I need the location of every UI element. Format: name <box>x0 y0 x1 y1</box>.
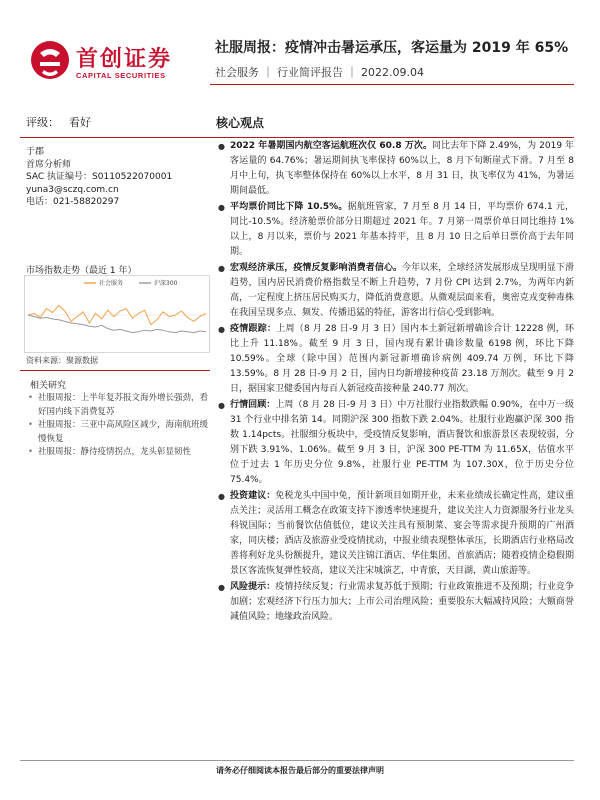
analyst-name: 于郡 <box>26 147 45 157</box>
brand-name-en: CAPITAL SECURITIES <box>76 71 166 80</box>
chart-source: 资料来源：聚源数据 <box>26 356 98 365</box>
rating-label: 评级： <box>26 116 59 129</box>
core-views <box>218 139 574 626</box>
view-paragraph: ● 投资建议：免税龙头中国中免，预计新项目如期开业，未来业绩成长确定性高，建议重点关注；灵活用工概念在政策支持下渗透率快速提升，建议关注人力资源服务行业龙头科锐国际；当前餐饮估值低位，建议关注具有预制菜、宴会等需求提升预期的广州酒家，同庆楼；酒店及旅游业受疫情扰动，中报业绩表现整体承压，长期酒店行业格局改善将利好龙头份额提升，建议关注锦江酒店、华住集团、首旅酒店；随着疫情企稳假期景区客流恢复弹性较高，建议关注宋城演艺，中青旅，天目湖，黄山旅游等。 <box>218 489 574 579</box>
chart-title: 市场指数走势（最近 1 年） <box>26 266 137 276</box>
section-divider <box>20 137 574 138</box>
brand-name-cn: 首创证券 <box>76 47 173 72</box>
related-item[interactable]: • 社服周报：静待疫情拐点，龙头彰显韧性 <box>28 447 192 457</box>
report-title: 社服周报：疫情冲击暑运承压，客运量为 2019 年 65% <box>215 40 569 56</box>
related-research-heading: 相关研究 <box>30 381 67 391</box>
analyst-phone: 电话：021-58820297 <box>26 197 120 207</box>
rating-value: 看好 <box>69 116 91 129</box>
report-subtitle: 社会服务 ｜ 行业简评报告 ｜ 2022.09.04 <box>215 66 424 79</box>
related-item[interactable]: • 社服周报：三亚中高风险区减少，海南航班缓慢恢复 <box>28 420 209 444</box>
index-trend-chart <box>24 275 210 353</box>
footer-divider <box>20 760 574 761</box>
view-paragraph: ● 行情回顾：上周（8 月 28 日-9 月 3 日）中万社服行业指数跌幅 0.90%，在中万一级 31 个行业中排名第 14。同期沪深 300 指数下跌 2.04%。社服行业跑赢沪深 300 指数 1.14pcts。社服细分板块中，受疫情反复影响，酒店餐饮和旅游景区表现较弱，分别下跌 3.91%、1.06%。截至 9 月 3 日，沪深 300 PE-TTM 为 11.65X，估值水平位于过去 1 年历史分位 9.8%，社服行业 PE-TTM 为 107.30X，位于历史分位 75.4%。 <box>218 398 574 488</box>
legend-label: 沪深300 <box>154 280 178 287</box>
capital-securities-logo-icon <box>30 40 70 80</box>
analyst-email[interactable]: yuna3@sczq.com.cn <box>26 184 119 195</box>
view-paragraph: ● 疫情跟踪：上周（8 月 28 日-9 月 3 日）国内本土新冠新增确诊合计 12228 例，环比上升 11.18%。截至 9 月 3 日，国内现有累计确诊数量 6198 例，环比下降 10.59%。全球（除中国）范围内新冠新增确诊病例 409.74 万例，环比下降 13.59%。8 月 28 日-9 月 2 日，国内日均新增接种疫苗 23.18 万剂次。截至 9 月 2 日，据国家卫健委国内每百人新冠疫苗接种量 240.77 剂次。 <box>218 322 574 397</box>
view-paragraph: ● 2022 年暑期国内航空客运航班次仅 60.8 万次。同比去年下降 2.49%，为 2019 年客运量的 64.76%；暑运期间执飞率保持 60%以上，8 月下旬断崖式下滑。7 月至 8 月中上旬，执飞率整体保持在 60%以上水平，8 月 31 日，执飞率仅为 41%，为暑运期间最低。 <box>218 139 574 199</box>
view-paragraph: ● 风险提示：疫情持续反复；行业需求复苏低于预期；行业政策推进不及预期；行业竞争加剧；宏观经济下行压力加大；上市公司治理风险；重要股东大幅减持风险；大额商誉减值风险；地缘政治风险。 <box>218 580 574 625</box>
legend-label: 社会服务 <box>99 280 124 287</box>
related-research-list <box>28 392 208 460</box>
analyst-cert: SAC 执证编号：S0110522070001 <box>26 172 173 182</box>
header-divider <box>210 84 574 85</box>
view-paragraph: ● 宏观经济承压，疫情反复影响消费者信心。今年以来，全球经济发展形成呈现明显下滑趋势，国内居民消费价格指数呈不断上升趋势，7 月份 CPI 达到 2.7%，为两年内新高，一定程度上挤压居民购买力，降低消费意愿。从微观层面来看，奥密克戎变种毒株在我国呈现多点、频发、传播迅猛的特征，游客出行信心受到影响。 <box>218 261 574 321</box>
series-line-csi300 <box>28 315 206 333</box>
analyst-role: 首席分析师 <box>26 159 72 170</box>
brand-logo <box>30 40 200 88</box>
left-divider <box>20 370 210 371</box>
analyst-info <box>26 146 206 209</box>
core-view-heading: 核心观点 <box>216 116 265 130</box>
legal-footer: 请务必仔细阅读本报告最后部分的重要法律声明 <box>216 766 384 775</box>
view-paragraph: ● 平均票价同比下降 10.5%。据航班管家，7 月至 8 月 14 日，平均票价 674.1 元，同比-10.5%。经济舱票价部分日期超过 2021 年。7 月第一周票价单日同比维持 1%以上，8 月以来，票价与 2021 年基本持平，且 8 月 10 日之后单日票价高于去年同期。 <box>218 200 574 260</box>
related-item[interactable]: • 社服周报：上半年复苏报文海外增长强劲，看好国内线下消费复苏 <box>28 393 209 417</box>
rating <box>26 114 91 130</box>
